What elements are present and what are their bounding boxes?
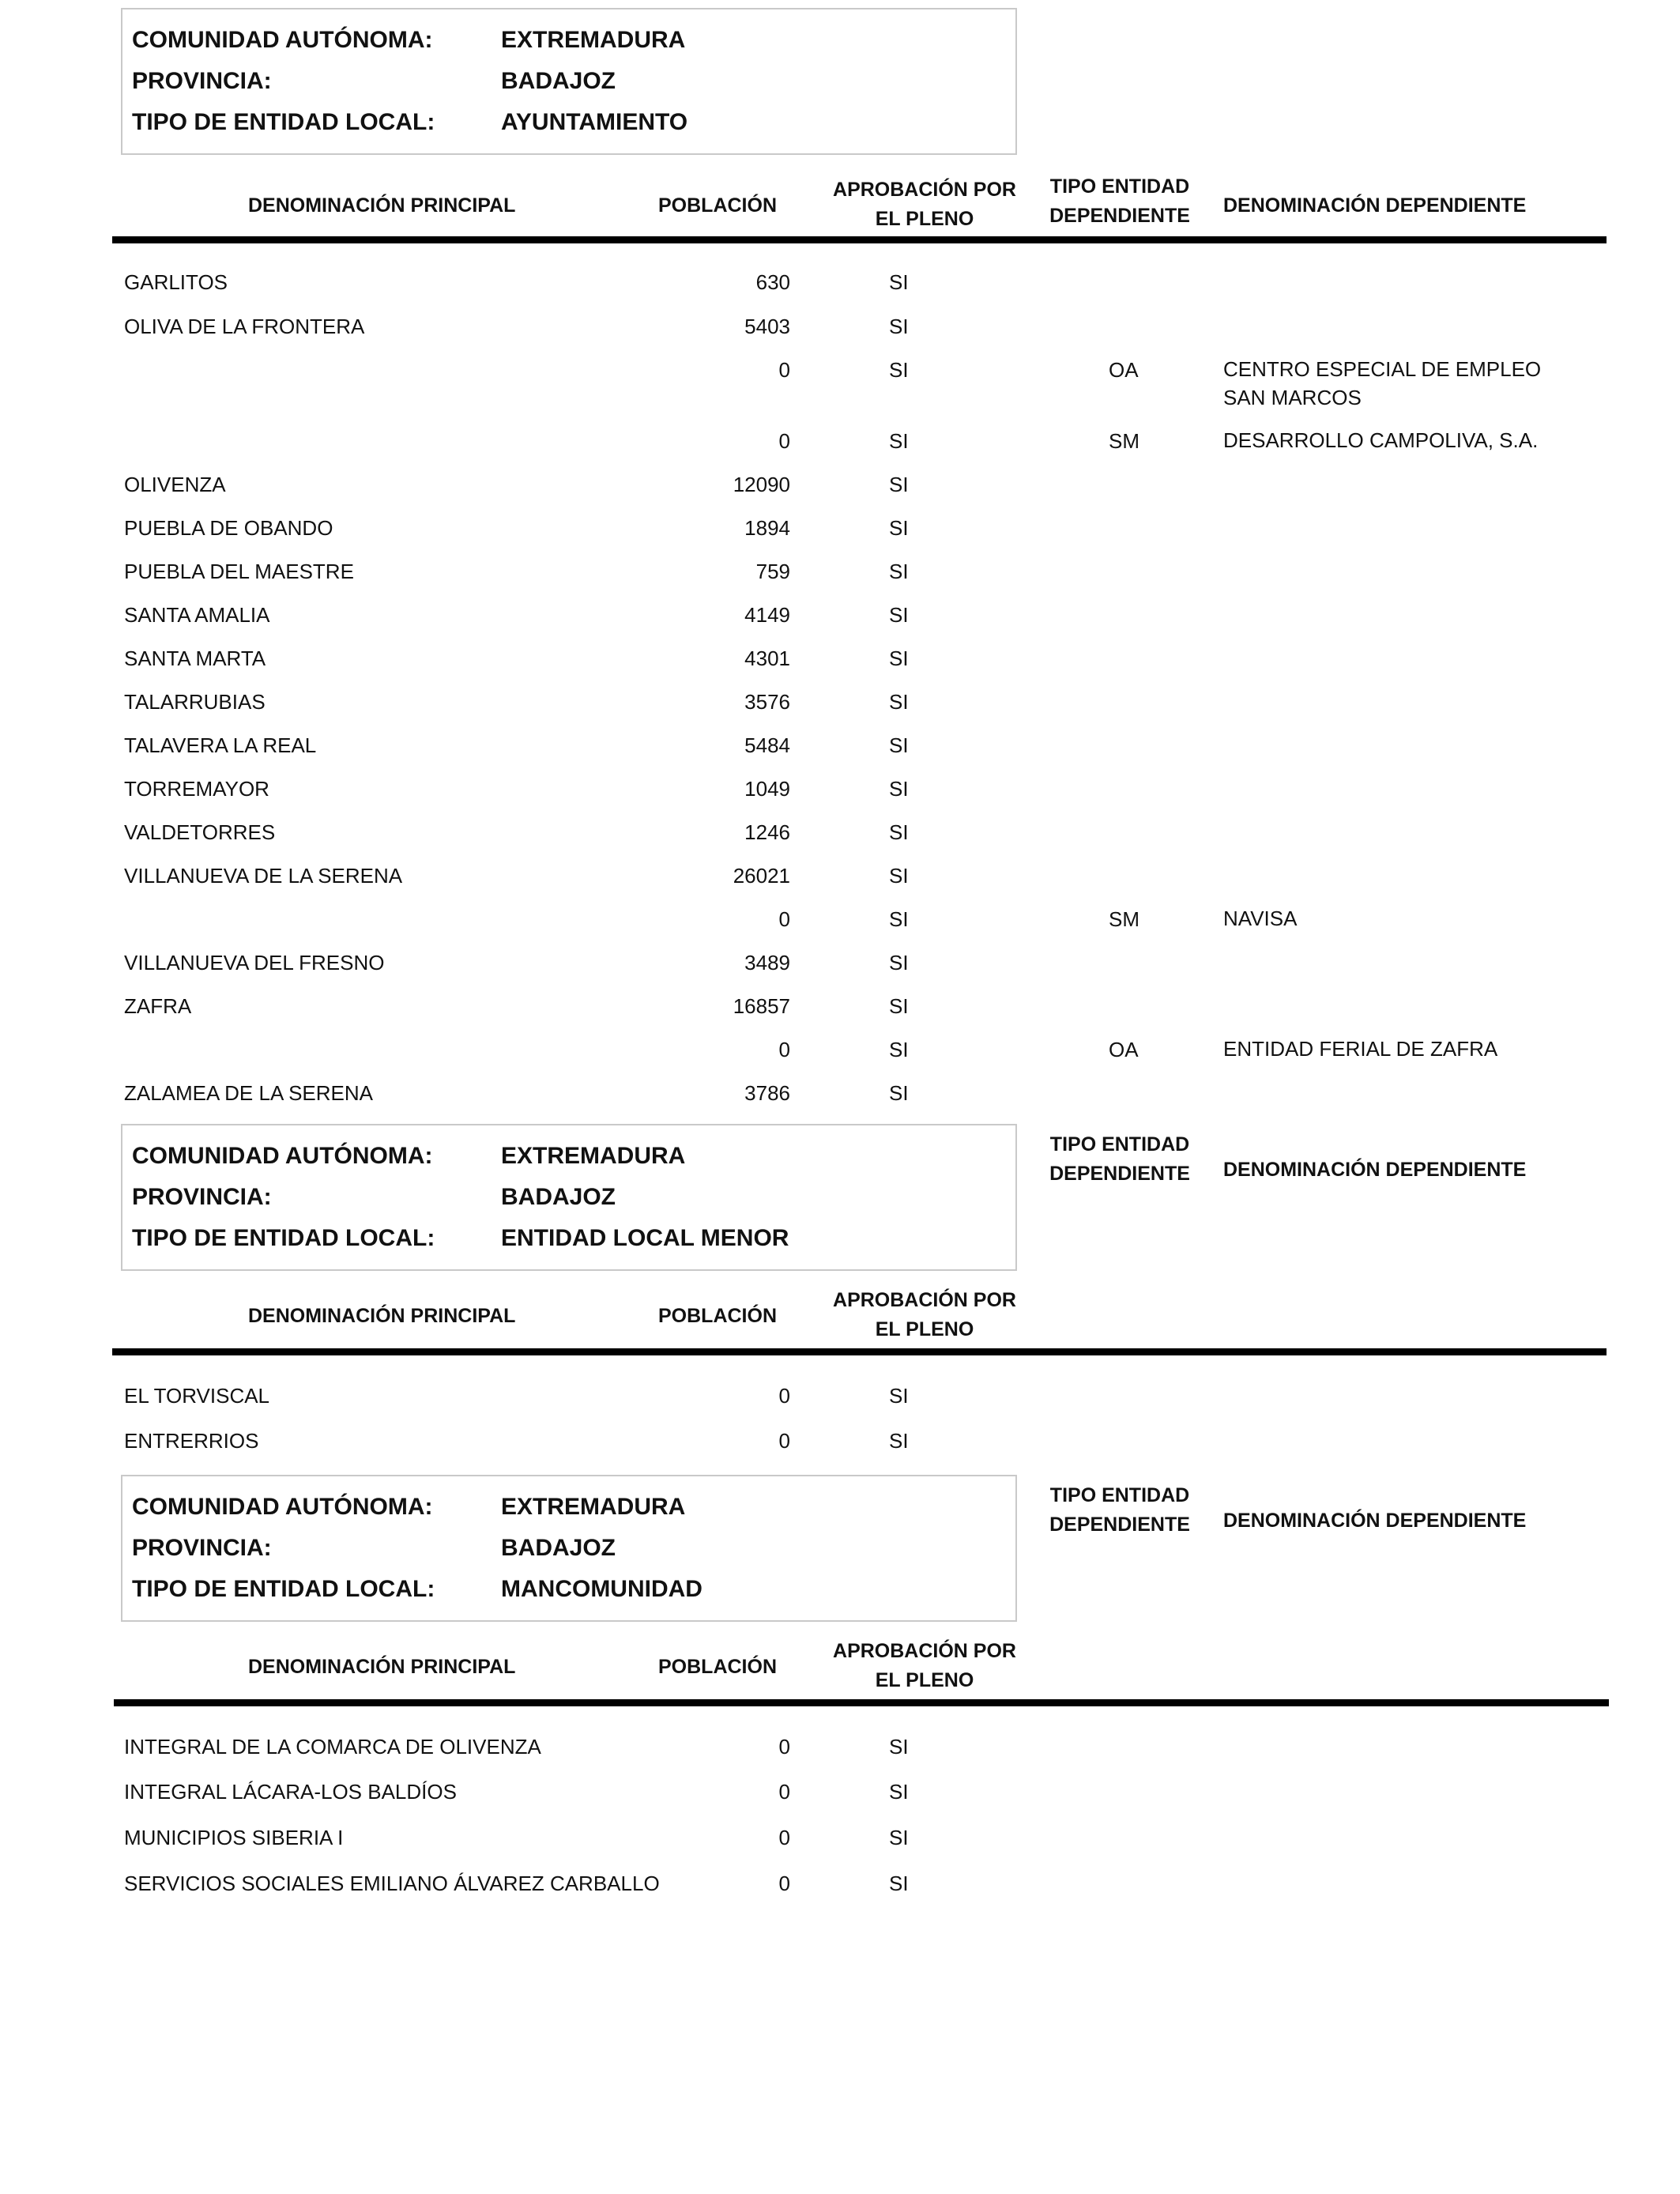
- row-aprobacion: SI: [889, 1780, 909, 1804]
- row-aprobacion: SI: [889, 1038, 909, 1061]
- row-denominacion-dependiente: CENTRO ESPECIAL DE EMPLEO SAN MARCOS: [1223, 357, 1542, 409]
- row-aprobacion: SI: [889, 473, 909, 496]
- row-denominacion: VALDETORRES: [124, 820, 276, 844]
- header-rule: [114, 1699, 1609, 1706]
- row-poblacion: 0: [778, 907, 790, 931]
- row-denominacion-dependiente: ENTIDAD FERIAL DE ZAFRA: [1223, 1037, 1498, 1061]
- row-tipo-dependiente: OA: [1109, 358, 1139, 382]
- column-header-tipo-dependiente: TIPO ENTIDAD DEPENDIENTE: [1049, 1484, 1190, 1536]
- row-aprobacion: SI: [889, 647, 909, 670]
- row-denominacion: ENTRERRIOS: [124, 1429, 259, 1453]
- column-header-poblacion: POBLACIÓN: [658, 1305, 777, 1327]
- comunidad-value: EXTREMADURA: [501, 27, 686, 53]
- row-denominacion: GARLITOS: [124, 270, 228, 294]
- row-poblacion: 0: [778, 1384, 790, 1408]
- row-denominacion: PUEBLA DEL MAESTRE: [124, 560, 354, 583]
- provincia-value: BADAJOZ: [501, 1535, 616, 1561]
- row-denominacion: SANTA MARTA: [124, 647, 266, 670]
- row-denominacion: VILLANUEVA DE LA SERENA: [124, 864, 403, 888]
- row-aprobacion: SI: [889, 429, 909, 453]
- row-aprobacion: SI: [889, 516, 909, 540]
- row-denominacion: TALARRUBIAS: [124, 690, 266, 714]
- row-aprobacion: SI: [889, 733, 909, 757]
- row-poblacion: 0: [778, 1872, 790, 1895]
- provincia-value: BADAJOZ: [501, 68, 616, 94]
- row-poblacion: 3489: [744, 951, 790, 974]
- row-aprobacion: SI: [889, 603, 909, 627]
- row-poblacion: 1246: [744, 820, 790, 844]
- column-header-poblacion: POBLACIÓN: [658, 1656, 777, 1678]
- provincia-label: PROVINCIA:: [132, 1184, 272, 1210]
- tipo-entidad-label: TIPO DE ENTIDAD LOCAL:: [132, 1225, 435, 1251]
- column-header-aprobacion: APROBACIÓN POR EL PLENO: [833, 1640, 1016, 1691]
- row-poblacion: 3576: [744, 690, 790, 714]
- row-aprobacion: SI: [889, 907, 909, 931]
- row-tipo-dependiente: SM: [1109, 429, 1139, 453]
- row-aprobacion: SI: [889, 1429, 909, 1453]
- row-denominacion: EL TORVISCAL: [124, 1384, 270, 1408]
- header-rule: [112, 1348, 1607, 1355]
- row-denominacion: INTEGRAL DE LA COMARCA DE OLIVENZA: [124, 1735, 541, 1759]
- row-poblacion: 5484: [744, 733, 790, 757]
- row-poblacion: 4149: [744, 603, 790, 627]
- row-poblacion: 1049: [744, 777, 790, 801]
- row-poblacion: 16857: [733, 994, 790, 1018]
- comunidad-label: COMUNIDAD AUTÓNOMA:: [132, 27, 433, 53]
- tipo-entidad-label: TIPO DE ENTIDAD LOCAL:: [132, 1576, 435, 1602]
- row-denominacion-dependiente: NAVISA: [1223, 907, 1298, 930]
- row-poblacion: 0: [778, 1735, 790, 1759]
- column-header-aprobacion: APROBACIÓN POR EL PLENO: [833, 179, 1016, 230]
- row-aprobacion: SI: [889, 1384, 909, 1408]
- provincia-value: BADAJOZ: [501, 1184, 616, 1210]
- row-denominacion: OLIVA DE LA FRONTERA: [124, 315, 365, 338]
- row-poblacion: 12090: [733, 473, 790, 496]
- row-denominacion-dependiente: DESARROLLO CAMPOLIVA, S.A.: [1223, 428, 1539, 452]
- column-header-tipo-dependiente: TIPO ENTIDAD DEPENDIENTE: [1049, 1133, 1190, 1185]
- comunidad-label: COMUNIDAD AUTÓNOMA:: [132, 1143, 433, 1169]
- row-poblacion: 3786: [744, 1081, 790, 1105]
- row-denominacion: VILLANUEVA DEL FRESNO: [124, 951, 385, 974]
- row-denominacion: TORREMAYOR: [124, 777, 269, 801]
- comunidad-value: EXTREMADURA: [501, 1494, 686, 1520]
- provincia-label: PROVINCIA:: [132, 1535, 272, 1561]
- row-aprobacion: SI: [889, 315, 909, 338]
- row-aprobacion: SI: [889, 777, 909, 801]
- tipo-entidad-value: AYUNTAMIENTO: [501, 109, 688, 135]
- row-aprobacion: SI: [889, 994, 909, 1018]
- column-header-denominacion-dependiente: DENOMINACIÓN DEPENDIENTE: [1223, 1159, 1527, 1181]
- row-denominacion: SANTA AMALIA: [124, 603, 270, 627]
- row-aprobacion: SI: [889, 270, 909, 294]
- column-header-denominacion: DENOMINACIÓN PRINCIPAL: [248, 1305, 516, 1327]
- row-denominacion: TALAVERA LA REAL: [124, 733, 317, 757]
- row-aprobacion: SI: [889, 1735, 909, 1759]
- row-denominacion: MUNICIPIOS SIBERIA I: [124, 1826, 344, 1849]
- comunidad-label: COMUNIDAD AUTÓNOMA:: [132, 1494, 433, 1520]
- row-denominacion: OLIVENZA: [124, 473, 226, 496]
- row-poblacion: 1894: [744, 516, 790, 540]
- row-poblacion: 5403: [744, 315, 790, 338]
- row-poblacion: 630: [755, 270, 790, 294]
- row-denominacion: INTEGRAL LÁCARA-LOS BALDÍOS: [124, 1780, 457, 1804]
- row-aprobacion: SI: [889, 560, 909, 583]
- column-header-denominacion: DENOMINACIÓN PRINCIPAL: [248, 194, 516, 217]
- tipo-entidad-value: MANCOMUNIDAD: [501, 1576, 703, 1602]
- row-poblacion: 4301: [744, 647, 790, 670]
- row-poblacion: 26021: [733, 864, 790, 888]
- tipo-entidad-value: ENTIDAD LOCAL MENOR: [501, 1225, 789, 1251]
- column-header-denominacion-dependiente: DENOMINACIÓN DEPENDIENTE: [1223, 194, 1527, 217]
- header-rule: [112, 236, 1607, 243]
- row-poblacion: 0: [778, 1826, 790, 1849]
- row-denominacion: ZAFRA: [124, 994, 192, 1018]
- row-aprobacion: SI: [889, 864, 909, 888]
- row-denominacion: PUEBLA DE OBANDO: [124, 516, 333, 540]
- row-denominacion: SERVICIOS SOCIALES EMILIANO ÁLVAREZ CARBALLO: [124, 1872, 660, 1895]
- row-aprobacion: SI: [889, 1872, 909, 1895]
- row-aprobacion: SI: [889, 690, 909, 714]
- column-header-denominacion: DENOMINACIÓN PRINCIPAL: [248, 1656, 516, 1678]
- row-tipo-dependiente: SM: [1109, 907, 1139, 931]
- column-header-denominacion-dependiente: DENOMINACIÓN DEPENDIENTE: [1223, 1510, 1527, 1532]
- row-tipo-dependiente: OA: [1109, 1038, 1139, 1061]
- column-header-poblacion: POBLACIÓN: [658, 194, 777, 217]
- row-poblacion: 0: [778, 1780, 790, 1804]
- row-aprobacion: SI: [889, 1826, 909, 1849]
- provincia-label: PROVINCIA:: [132, 68, 272, 94]
- tipo-entidad-label: TIPO DE ENTIDAD LOCAL:: [132, 109, 435, 135]
- column-header-aprobacion: APROBACIÓN POR EL PLENO: [833, 1289, 1016, 1340]
- row-aprobacion: SI: [889, 951, 909, 974]
- comunidad-value: EXTREMADURA: [501, 1143, 686, 1169]
- row-denominacion: ZALAMEA DE LA SERENA: [124, 1081, 374, 1105]
- row-poblacion: 0: [778, 1429, 790, 1453]
- column-header-tipo-dependiente: TIPO ENTIDAD DEPENDIENTE: [1049, 175, 1190, 227]
- row-aprobacion: SI: [889, 358, 909, 382]
- row-poblacion: 759: [755, 560, 790, 583]
- row-aprobacion: SI: [889, 1081, 909, 1105]
- row-poblacion: 0: [778, 358, 790, 382]
- row-poblacion: 0: [778, 429, 790, 453]
- row-poblacion: 0: [778, 1038, 790, 1061]
- row-aprobacion: SI: [889, 820, 909, 844]
